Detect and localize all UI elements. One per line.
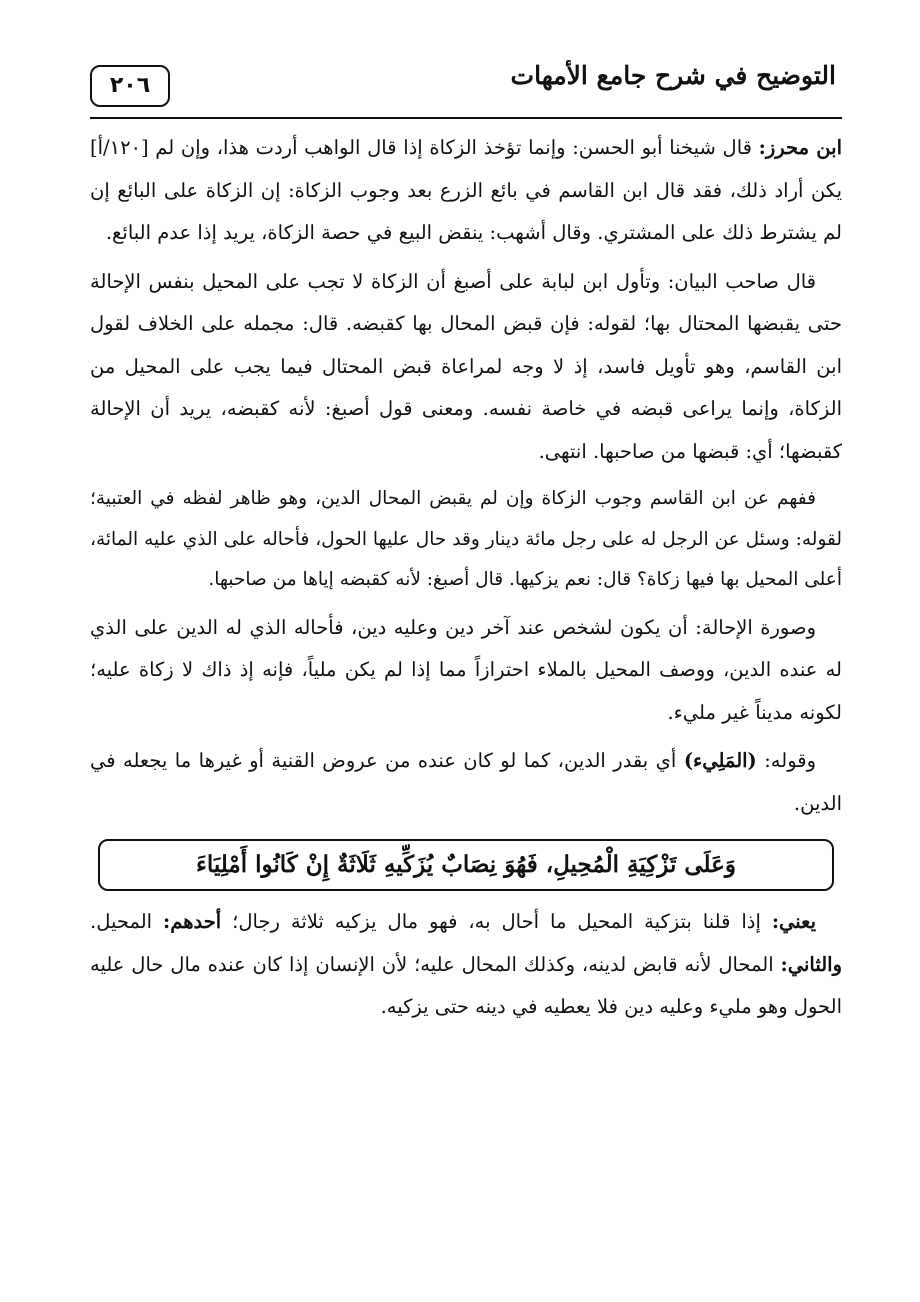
paragraph-text: ففهم عن ابن القاسم وجوب الزكاة وإن لم يقبض المحال الدين، وهو ظاهر لفظه في العتبية؛ لقوله: وسئل عن الرجل له على رجل مائة دينار وقد حال عليها الحول، فأحاله على الذي عليه المائة، أعلى المحيل بها فيها زكاة؟ قال: نعم يزكيها. قال أصبغ: لأنه كقبضه إياها من صاحبها. [90,488,842,590]
enumerator-label: والثاني: [780,952,842,976]
paragraph-text: إذا قلنا بتزكية المحيل ما أحال به، فهو مال يزكيه ثلاثة رجال؛ [221,910,772,933]
lemma-quote: (المَلِيء) [683,749,757,772]
text-body [90,127,842,1029]
speaker-label: يعني: [771,910,816,933]
document-page [90,55,842,1035]
paragraph-text: قال شيخنا أبو الحسن: وإنما تؤخذ الزكاة إذا قال الواهب أردت هذا، وإن لم [١٢٠/أ] يكن أراد ذلك، فقد قال ابن القاسم في بائع الزرع بعد وجوب الزكاة: إن الزكاة على البائع إن لم يشترط ذلك على المشتري. وقال أشهب: ينقض البيع في حصة الزكاة، يريد إذا عدم البائع. [90,136,842,244]
paragraph-3 [90,479,842,601]
paragraph-1 [90,127,842,255]
paragraph-text: وقوله: [756,749,817,772]
paragraph-text: المحيل. [90,910,164,933]
paragraph-6 [90,901,842,1029]
matn-box [98,839,834,891]
paragraph-text: قال صاحب البيان: وتأول ابن لبابة على أصبغ أن الزكاة لا تجب على المحيل بنفس الإحالة حتى يقبضها المحتال بها؛ لقوله: فإن قبض المحال بها كقبضه. قال: مجمله على الخلاف لقول ابن القاسم، وهو تأويل فاسد، إذ لا وجه لمراعاة قبض المحتال فيما يجب على المحيل من الزكاة، وإنما يراعى قبضه في خاصة نفسه. ومعنى قول أصبغ: لأنه كقبضه، يريد أن الإحالة كقبضها؛ أي: قبضها من صاحبها. انتهى. [90,269,842,463]
page-number: ٢٠٦ [90,65,170,107]
book-title: التوضيح في شرح جامع الأمهات [510,61,836,90]
paragraph-text: وصورة الإحالة: أن يكون لشخص عند آخر دين وعليه دين، فأحاله الذي له الدين على الذي له عنده الدين، ووصف المحيل بالملاء احترازاً مما إذا لم يكن ملياً، فإنه إذ ذاك لا زكاة عليه؛ لكونه مديناً غير مليء. [90,615,842,724]
paragraph-5 [90,740,842,825]
paragraph-text: أي بقدر الدين، كما لو كان عنده من عروض القنية أو غيرها ما يجعله في الدين. [90,749,842,815]
paragraph-2 [90,261,842,474]
speaker-label: ابن محرز: [758,136,842,159]
paragraph-4 [90,607,842,735]
running-header [90,55,842,119]
paragraph-text: المحال لأنه قابض لدينه، وكذلك المحال عليه؛ لأن الإنسان إذا كان عنده مال حال عليه الحول وهو مليء وعليه دين فلا يعطيه في دينه حتى يزكيه. [90,952,842,1018]
matn-text: وَعَلَى تَزْكِيَةِ الْمُحِيلِ، فَهُوَ نِصَابٌ يُزَكِّيهِ ثَلَاثَةٌ إِنْ كَانُوا أَمْلِيَاءَ [196,851,736,878]
enumerator-label: أحدهم: [163,910,222,933]
